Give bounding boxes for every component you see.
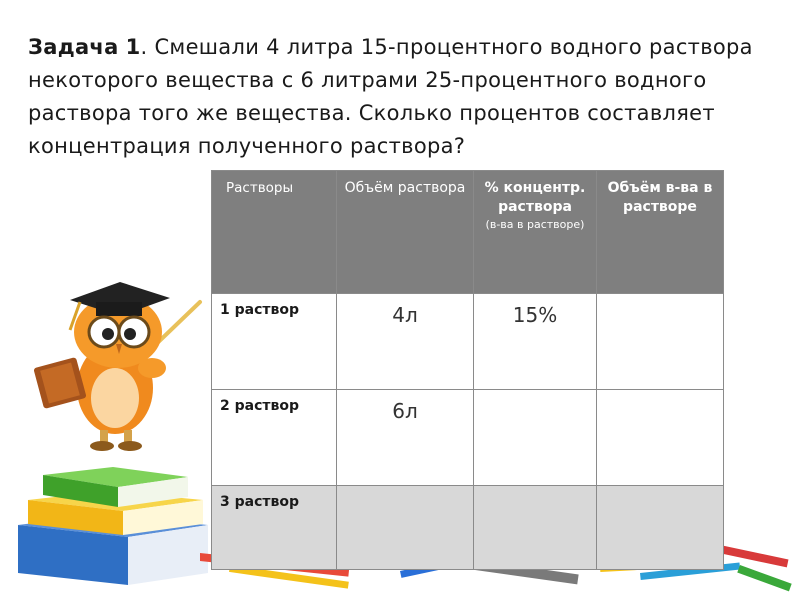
row-label: 2 раствор — [212, 390, 337, 486]
header-concentration-main: % концентр. раствора — [484, 180, 586, 215]
cell-substance — [597, 294, 724, 390]
cell-volume: 4л — [337, 294, 474, 390]
task-number: 1 — [125, 35, 141, 59]
task-label: Задача — [28, 35, 119, 59]
header-concentration-sub: (в-ва в растворе) — [485, 218, 585, 231]
cell-volume: 6л — [337, 390, 474, 486]
cell-substance — [597, 486, 724, 570]
solution-table-wrapper — [211, 170, 724, 570]
cell-substance — [597, 390, 724, 486]
cell-volume — [337, 486, 474, 570]
cell-percent — [474, 390, 597, 486]
header-solutions: Растворы — [212, 171, 337, 294]
table-row — [212, 294, 724, 390]
table-header-row — [212, 171, 724, 294]
table-row — [212, 390, 724, 486]
row-label: 1 раствор — [212, 294, 337, 390]
cell-percent: 15% — [474, 294, 597, 390]
task-text: . Смешали 4 литра 15-процентного водного раствора некоторого вещества с 6 литрами 25-процентного водного раствора того же вещества. Сколько процентов составляет концентрация полученного раствора? — [28, 35, 753, 158]
table-row — [212, 486, 724, 570]
books-stack-icon — [18, 455, 218, 595]
header-volume: Объём раствора — [337, 171, 474, 294]
cell-percent — [474, 486, 597, 570]
header-concentration — [474, 171, 597, 294]
header-substance-volume: Объём в-ва в растворе — [597, 171, 724, 294]
row-label: 3 раствор — [212, 486, 337, 570]
professor-owl-icon — [20, 270, 210, 460]
solution-table — [211, 170, 724, 570]
task-statement — [28, 31, 788, 163]
